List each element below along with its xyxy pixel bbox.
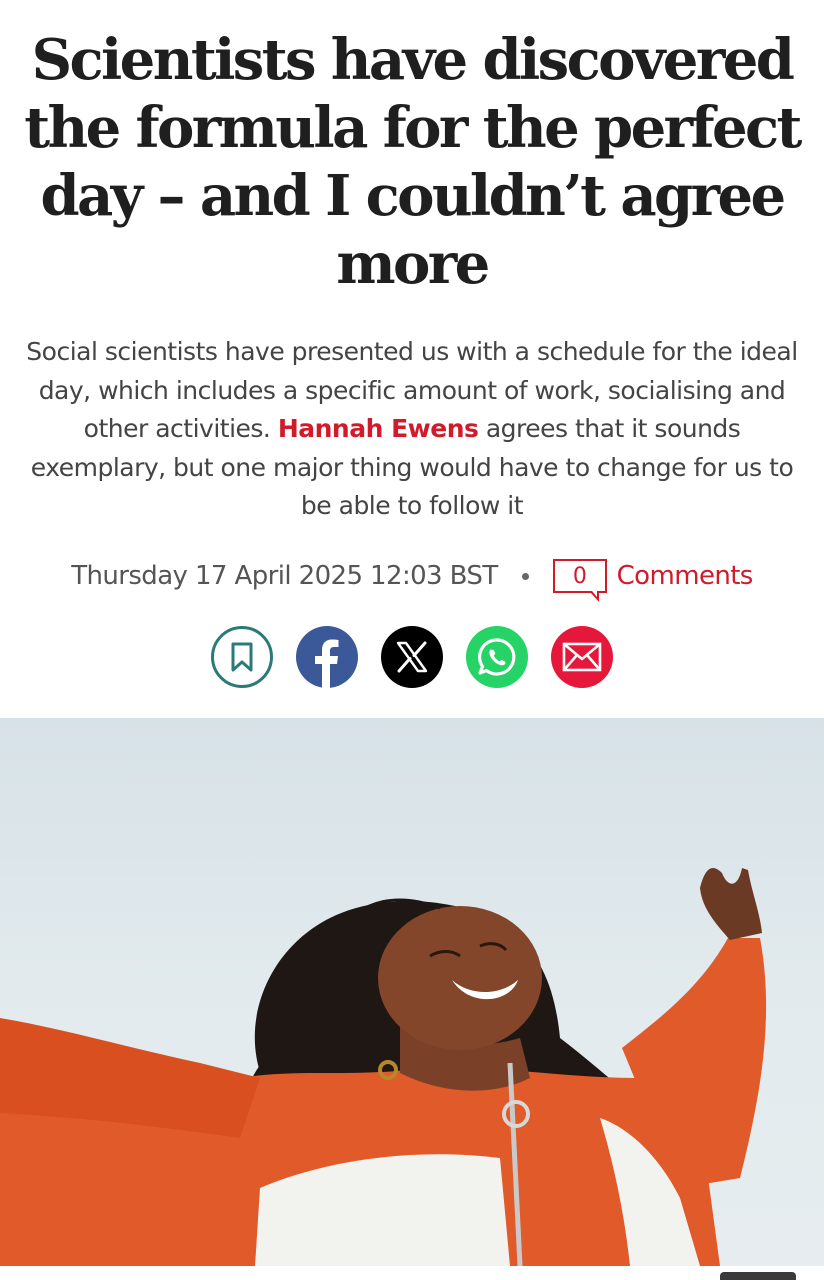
email-share-button[interactable]	[551, 626, 613, 688]
bookmark-button[interactable]	[211, 626, 273, 688]
hero-image	[0, 718, 824, 1266]
headline: Scientists have discovered the formula for the perfect day – and I couldn’t agree more	[24, 27, 800, 297]
comment-count-badge: 0	[553, 559, 607, 593]
publish-date: Thursday 17 April 2025 12:03 BST	[71, 561, 498, 591]
comments-label: Comments	[616, 561, 753, 591]
whatsapp-share-button[interactable]	[466, 626, 528, 688]
share-bar	[0, 626, 824, 688]
x-share-button[interactable]	[381, 626, 443, 688]
hero-illustration	[0, 718, 824, 1266]
email-icon	[562, 642, 602, 672]
standfirst-text-end: agrees that it sounds exemplary, but one major thing would have to change for us to be able to follow it	[30, 414, 794, 520]
standfirst-text: Social scientists have presented us with a schedule for the ideal day, which includes a specific amount of work, socialising and other activities.	[26, 337, 798, 443]
standfirst	[18, 333, 806, 526]
separator-dot	[522, 573, 529, 580]
author-link[interactable]: Hannah Ewens	[277, 414, 479, 443]
article-meta	[0, 554, 824, 598]
bookmark-icon	[229, 641, 255, 673]
facebook-icon	[296, 626, 358, 688]
comments-link[interactable]	[553, 559, 753, 593]
bottom-strip	[0, 1266, 824, 1280]
floating-control[interactable]	[720, 1272, 796, 1280]
whatsapp-icon	[475, 635, 519, 679]
facebook-share-button[interactable]	[296, 626, 358, 688]
x-icon	[395, 641, 429, 673]
